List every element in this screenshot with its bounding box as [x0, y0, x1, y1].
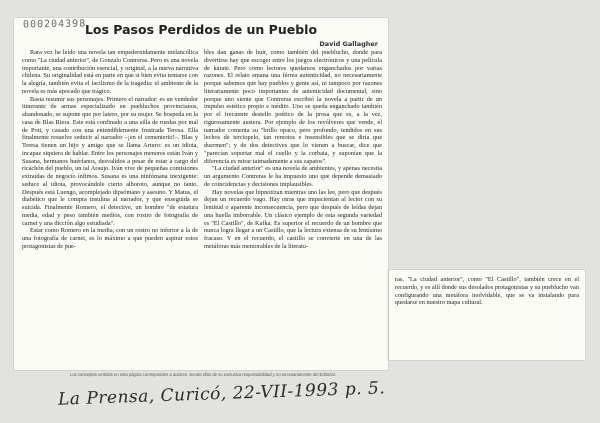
article-title: Los Pasos Perdidos de un Pueblo — [84, 22, 318, 37]
paragraph: Estar como Romero en la media, con un rostro no inferior a la de una fotografía de carnet, es lo máximo a que pueden aspirar estos protagonistas de pue- — [22, 227, 198, 250]
paragraph: "La ciudad anterior" es una novela de ambientes, y apenas necesita un argumento Contreras le ha impuesto uno que depende demasiado de coincidencias y decisiones implausibles. — [204, 165, 382, 188]
handwritten-source-note: La Prensa, Curicó, 22-VII-1993 p. 5. — [57, 378, 386, 410]
archive-number-stamp: 000204398 — [22, 18, 87, 31]
paragraph: ras. "La ciudad anterior", como "El Castillo", también crece en el recuerdo, y es allí donde sus desolados protagonistas y su pueblucho van configurando una metáfora inolvidable, que se va instalando para quedarse en nuestro mapa cultural. — [395, 276, 579, 307]
article-column-right — [204, 49, 382, 365]
article-continuation-clipping — [388, 270, 585, 360]
paragraph: Basta resumir sus personajes. Primero el narrador: es un vendedor itinerante de armas especializado en puebluchos provincianos, abandonado, se supone que por latero, por su mujer. Se hospeda en la casa de Blas Riera. Este está confinado a una silla de ruedas por mal de Pott, y casado con una entendiblemente frustrada Teresa. Ella finalmente resuelve seducir al narrador –¡en el cementerio!–. Blas y Teresa tienen un hijo y amigo que se llama Arturo: es un idiota, incapaz siquiera de hablar. Entre los personajes menores están Iván y Susana, hermanos huérfanos, desvalidos a pesar de estar a cargo del ricachón del pueblo, un tal Araujo. Iván vive de pequeñas comisiones extraídas de negocio ínfimos. Susana es una ninfómana inexigente: seduce al idiota, provocándole cierto alboroto, aunque no tanto. Después está Luengo, acomplejado dipsómano y asesino. Y Matus, el diabético que le compra insulina al narrador, y que enseguida se suicida. Finalmente Romero, el detective, un hombre "de estatura media, edad y peso también medios, con rostro de fotografía de carnet y una dicción algo estudiada". — [22, 95, 198, 227]
article-column-left — [22, 49, 198, 365]
article-column-continuation — [395, 276, 579, 358]
footer-disclaimer: Los conceptos vertidos en esta página corresponden a autores, siendo ellos de su exclusiva responsabilidad y no necesariamente del Editorial. — [70, 372, 336, 377]
article-clipping — [14, 18, 388, 370]
article-author: David Gallagher — [319, 40, 378, 48]
paragraph: Hay novelas que hipnotizan mientras uno las lee, pero que después dejan un recuerdo vago. Hay otras que impacientan al lector con su lentitud o aparente inconsecuencia, pero que después de leídas dejan una huella imborrable. Un clásico ejemplo de esta segunda variedad es "El Castillo", de Kafka. Es superior el recuerdo de un hombre que nunca logra llegar a un Castillo, que la lectura extensa de su lentísimo fracaso. Y en el recuerdo, el castillo se convierte en una de las metáforas más memorables de la literatu- — [204, 188, 382, 250]
paragraph: bles dan ganas de huir, como también del pueblucho, donde para divertirse hay que escoger entre los juegos electrónicos y una película de karate. Pero como lectores quedamos enganchados por varias razones. El relato emana una férrea autenticidad, no necesariamente porque sabemos que hay pueblos y gente así, ni tampoco por razones literariamente poco importantes de autenticidad documental, sino porque uno siente que Contreras escribió la novela a partir de un impulso estético propio e inédito. Uno se queda enganchado también por el frecuente destello poético de la prosa que es, a la vez, rigurosamente austera. Por ejemplo de los revólveres que vende, el narrador comenta su "brillo opaco, pero profundo, tendidos en sus lechos de terciopelo, tan remotos e insensibles que se diría que duermen"; y de dos detectives que lo vienen a buscar, dice que "parecían soportar mal el cuello y la corbata, y suponían que la diferencia es mirar taimadamente a sus zapatos". — [204, 49, 382, 165]
paragraph: Rara vez he leído una novela tan empedernidamente melancólica como "La ciudad anterior", de Gonzalo Contreras. Pero es una novela importante, una contribución esencial, y original, a la nueva narrativa chilena. Su originalidad está en parte en que si bien evita tentarse con la alegría, también evita el facilismo de la tragedia: el ambiente de la novela es más apocado que trágico. — [22, 49, 198, 95]
